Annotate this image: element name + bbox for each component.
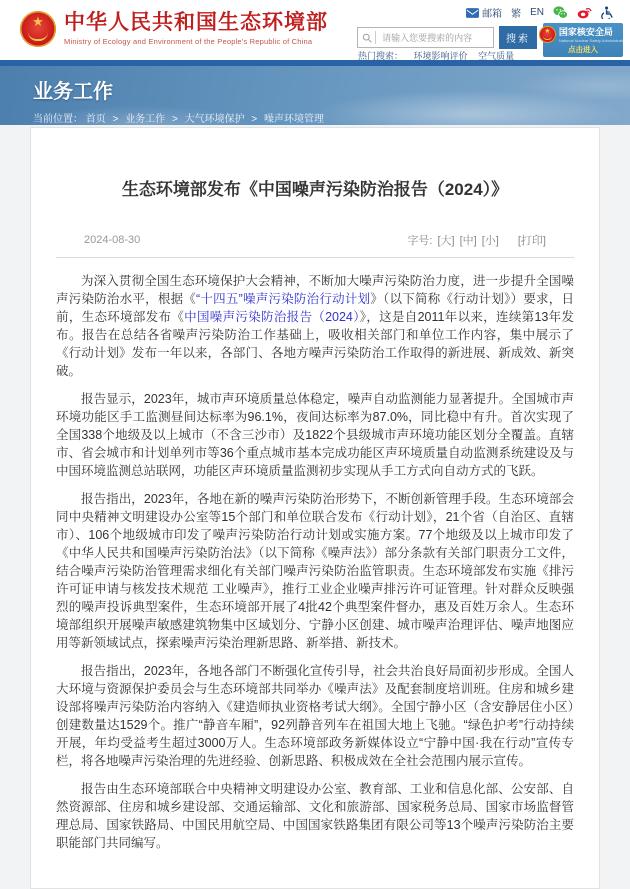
paragraph-text: 》，这是自2011年以来，连续第13年发布。报告在总结各省噪声污染防治工作基础上，吸收相关部门和单位工作内容，集中展示了《行动计划》发布一年以来，各部门、各地方噪声污染防治工作取得的新进展、新成效、新突破。 <box>56 309 574 378</box>
breadcrumb-label: 当前位置： <box>33 114 83 125</box>
wechat-icon <box>553 6 568 19</box>
mail-label: 邮箱 <box>482 9 503 20</box>
report-2024-link[interactable]: 中国噪声污染防治报告（2024） <box>184 309 360 324</box>
utility-bar <box>466 5 614 20</box>
site-subtitle: Ministry of Ecology and Environment of the People's Republic of China <box>64 37 313 47</box>
nuclear-safety-banner[interactable] <box>543 23 628 57</box>
breadcrumb-noise[interactable]: 噪声环境管理 <box>264 114 324 125</box>
hot-search-item-eia[interactable]: 环境影响评价 <box>413 51 468 61</box>
article-meta <box>84 232 546 248</box>
section-title: 业务工作 <box>33 81 113 103</box>
hot-search-row <box>358 49 522 62</box>
print-button[interactable]: [打印] <box>517 234 546 247</box>
hot-search-label: 热门搜索： <box>358 51 404 61</box>
search-icon <box>362 32 372 44</box>
search-divider <box>375 31 376 44</box>
article-paragraph-4: 报告指出，2023年，各地各部门不断强化宣传引导，社会共治良好局面初步形成。全国人大环境与资源保护委员会与生态环境部共同举办《噪声法》及配套制度培训班。住房和城乡建设部将噪声污染防治内容纳入《建造师执业资格考试大纲》。全国宁静小区（含安静居住小区）创建数量达1529个。推广“静音车厢”，92列静音列车在祖国大地上飞驰。“绿色护考”行动持续开展，年均受益考生超过3000万人。生态环境部政务新媒体设立“宁静中国·我在行动”宣传专栏，将各地噪声污染治理的先进经验、创新思路、积极成效在全社会范围内展示宣传。 <box>56 663 574 768</box>
site-logo[interactable] <box>20 11 328 47</box>
article-date: 2024-08-30 <box>84 233 141 246</box>
article-paragraph-3: 报告指出，2023年，各地在新的噪声污染防治形势下，不断创新管理手段。生态环境部会同中央精神文明建设办公室等15个部门和单位联合发布《行动计划》，21个省（自治区、直辖市）、106个地级城市印发了噪声污染防治行动计划或实施方案。77个地级及以上城市印发了《中华人民共和国噪声污染防治法》（以下简称《噪声法》）部分条款有关部门职责分工文件，结合噪声污染防治管理需求细化有关部门噪声污染防治监管职责。生态环境部发布实施《排污许可证申请与核发技术规范 工业噪声》，推行工业企业噪声排污许可证管理。针对群众反映强烈的噪声投诉典型案件，生态环境部开展了4批42个典型案件督办，惠及百姓万余人。生态环境部组织开展噪声敏感建筑物集中区域划分、宁静小区创建、城市噪声治理评估、噪声地图应用等新领域试点，探索噪声污染治理新思路、新举措、新技术。 <box>56 491 574 650</box>
search-area <box>357 26 537 49</box>
accessibility-icon <box>601 6 614 19</box>
site-title: 中华人民共和国生态环境部 <box>64 10 328 34</box>
weibo-link[interactable] <box>577 6 592 19</box>
font-size-label: 字号: <box>407 234 433 247</box>
section-banner <box>0 66 630 125</box>
accessibility-link[interactable] <box>601 6 614 19</box>
breadcrumb-separator: > <box>251 114 258 125</box>
nuclear-enter-link[interactable]: 点击进入 <box>568 45 598 54</box>
meta-divider <box>56 257 574 258</box>
breadcrumb-separator: > <box>171 114 178 125</box>
wechat-link[interactable] <box>553 6 568 19</box>
english-toggle[interactable]: EN <box>530 7 544 18</box>
breadcrumb-home[interactable]: 首页 <box>85 114 106 125</box>
paragraph-text: 》（以下简称《行动计划》）要求，日前，生态环境部发布《 <box>56 291 574 324</box>
mail-link[interactable] <box>466 5 502 20</box>
font-size-small-button[interactable]: [小] <box>481 234 499 247</box>
paragraph-text: 为深入贯彻全国生态环境保护大会精神，不断加大噪声污染防治力度，进一步提升全国噪声污染防治水平，根据《 <box>56 273 574 306</box>
national-emblem-icon <box>20 11 56 47</box>
envelope-icon <box>466 8 479 18</box>
breadcrumb <box>33 110 630 125</box>
site-header <box>0 0 630 60</box>
hot-search-item-air[interactable]: 空气质量 <box>478 51 515 61</box>
nuclear-subtitle: National Nuclear Safety Administration <box>558 38 628 43</box>
article-paragraph-2: 报告显示，2023年，城市声环境质量总体稳定，噪声自动监测能力显著提升。全国城市声环境功能区手工监测昼间达标率为96.1%，夜间达标率为87.0%，同比稳中有升。首次实现了全国338个地级及以上城市（不含三沙市）及1822个县级城市声环境功能区划分全覆盖。直辖市、省会城市和计划单列市等36个重点城市基本完成功能区声环境质量自动监测系统建设及与中国环境监测总站联网，功能区声环境质量监测初步实现从手工方式向自动方式的飞跃。 <box>56 391 574 478</box>
nuclear-title: 国家核安全局 <box>558 27 613 37</box>
breadcrumb-atmosphere[interactable]: 大气环境保护 <box>184 114 245 125</box>
action-plan-link[interactable]: “十四五”噪声污染防治行动计划 <box>196 291 371 306</box>
article-paragraph-1 <box>56 272 574 380</box>
search-input[interactable] <box>380 32 489 44</box>
font-size-large-button[interactable]: [大] <box>437 234 455 247</box>
search-box[interactable] <box>357 27 494 48</box>
nuclear-emblem-icon <box>539 26 556 43</box>
font-size-medium-button[interactable]: [中] <box>459 234 477 247</box>
weibo-icon <box>577 6 592 19</box>
breadcrumb-business[interactable]: 业务工作 <box>125 114 166 125</box>
search-button[interactable]: 搜索 <box>499 26 537 49</box>
article-title: 生态环境部发布《中国噪声污染防治报告（2024）》 <box>121 180 509 199</box>
article-card <box>30 127 600 889</box>
article-paragraph-5: 报告由生态环境部联合中央精神文明建设办公室、教育部、工业和信息化部、公安部、自然资源部、住房和城乡建设部、交通运输部、文化和旅游部、国家税务总局、国家市场监督管理总局、国家铁路局、中国民用航空局、中国国家铁路集团有限公司等13个噪声污染防治主要职能部门共同编写。 <box>56 781 574 850</box>
traditional-chinese-toggle[interactable]: 繁 <box>511 9 522 20</box>
breadcrumb-separator: > <box>112 114 119 125</box>
